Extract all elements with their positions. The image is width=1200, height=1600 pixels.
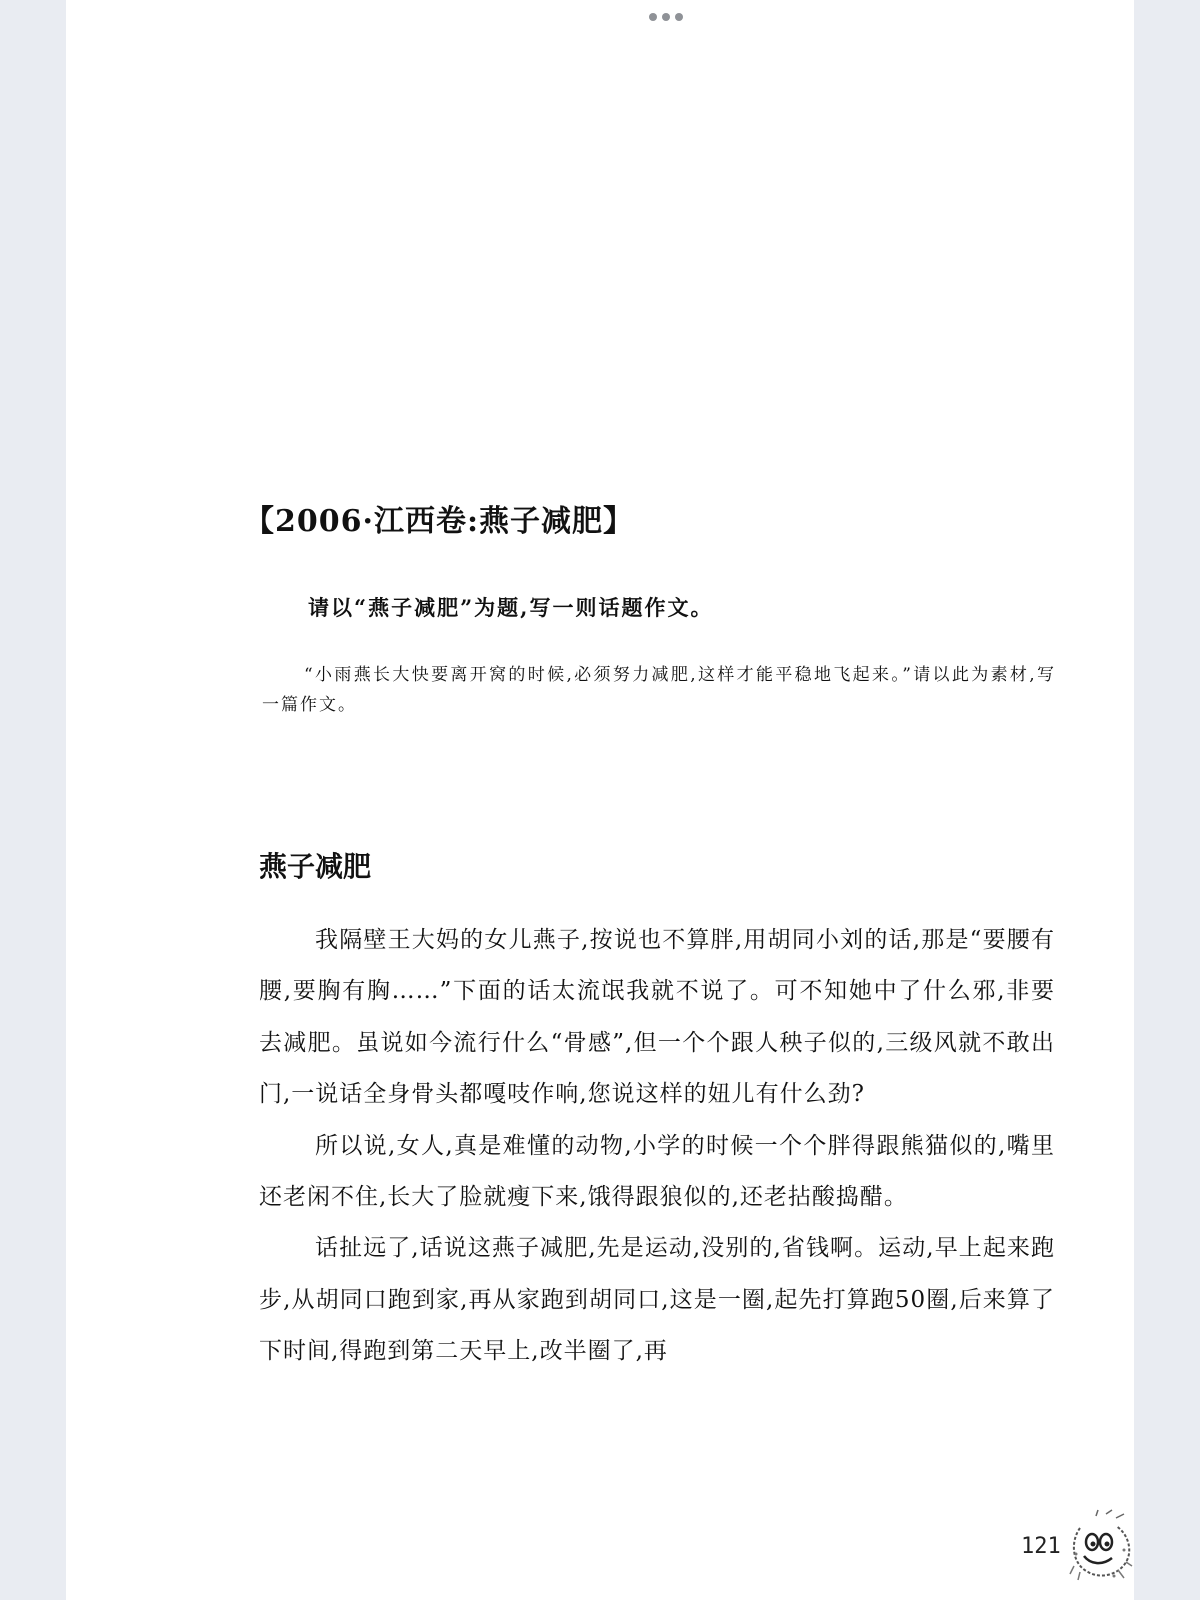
essay-paragraph: 话扯远了,话说这燕子减肥,先是运动,没别的,省钱啊。运动,早上起来跑步,从胡同口跑到家,再从家跑到胡同口,这是一圈,起先打算跑50圈,后来算了下时间,得跑到第二天早上,改半圈了,再 — [259, 1235, 1055, 1365]
cartoon-face-icon — [1066, 1508, 1134, 1584]
more-dots-icon — [649, 13, 657, 21]
essay-paragraph: 我隔壁王大妈的女儿燕子,按说也不算胖,用胡同小刘的话,那是“要腰有腰,要胸有胸……”下面的话太流氓我就不说了。可不知她中了什么邪,非要去减肥。虽说如今流行什么“骨感”,但一个个跟人秧子似的,三级风就不敢出门,一说话全身骨头都嘎吱作响,您说这样的妞儿有什么劲? — [259, 927, 1055, 1108]
more-dots-icon — [675, 13, 683, 21]
essay-prompt: 请以“燕子减肥”为题,写一则话题作文。 — [308, 595, 714, 620]
more-options-button[interactable] — [649, 10, 683, 24]
essay-material: “小雨燕长大快要离开窝的时候,必须努力减肥,这样才能平稳地飞起来。”请以此为素材,写一篇作文。 — [262, 665, 1056, 715]
document-page — [66, 0, 1134, 1600]
exam-title: 【2006·江西卷:燕子减肥】 — [244, 504, 635, 539]
essay-title: 燕子减肥 — [259, 850, 372, 883]
essay-paragraph: 所以说,女人,真是难懂的动物,小学的时候一个个胖得跟熊猫似的,嘴里还老闲不住,长大了脸就瘦下来,饿得跟狼似的,还老拈酸捣醋。 — [259, 1132, 1055, 1211]
more-dots-icon — [662, 13, 670, 21]
essay-body — [259, 915, 1055, 1378]
page-number: 121 — [1021, 1534, 1061, 1559]
